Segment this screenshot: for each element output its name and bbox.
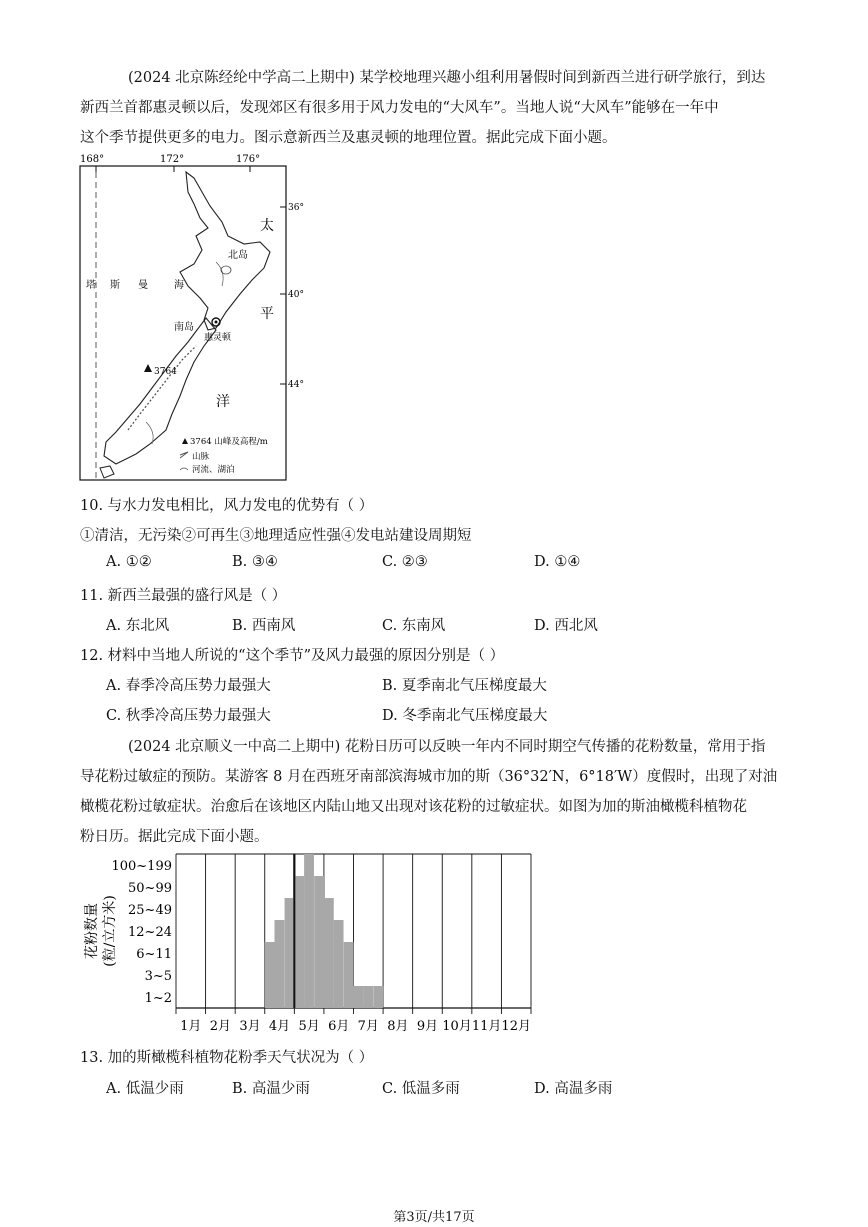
q13-stem: 13. 加的斯橄榄科植物花粉季天气状况为（ ） [80,1050,374,1066]
q11-stem: 11. 新西兰最强的盛行风是（ ） [80,588,287,604]
chart-bar [285,898,295,1008]
q11-option-d[interactable]: D. 西北风 [534,618,598,634]
q10-stem: 10. 与水力发电相比，风力发电的优势有（ ） [80,498,374,514]
q10-option-c[interactable]: C. ②③ [382,554,428,570]
chart-x-tick-label: 11月 [471,1019,502,1034]
q12-option-d[interactable]: D. 冬季南北气压梯度最大 [382,708,548,724]
ocean-char-1: 太 [260,218,274,234]
legend-river: 河流、湖泊 [192,465,235,475]
passage-2-line-3: 橄榄花粉过敏症状。治愈后在该地区内陆山地又出现对该花粉的过敏症状。如图为加的斯油橄榄科植物花 [80,799,747,815]
q10-option-a[interactable]: A. ①② [106,554,152,570]
chart-bar [344,942,354,1008]
lon-label-168: 168° [80,154,105,165]
chart-y-tick-label: 6~11 [136,947,172,962]
passage-1-line-2: 新西兰首都惠灵顿以后，发现郊区有很多用于风力发电的“大风车”。当地人说“大风车”能够在一年中 [80,100,719,116]
chart-x-tick-label: 9月 [416,1019,439,1034]
q10-option-b[interactable]: B. ③④ [232,554,278,570]
q11-option-c[interactable]: C. 东南风 [382,618,446,634]
chart-bar [265,942,275,1008]
q13-option-c[interactable]: C. 低温多雨 [382,1081,460,1097]
lat-label-36: 36° [288,203,304,213]
ocean-char-3: 洋 [216,394,230,410]
chart-x-tick-label: 8月 [387,1019,409,1034]
chart-x-tick-label: 2月 [209,1019,232,1034]
q13-option-d[interactable]: D. 高温多雨 [534,1081,613,1097]
passage-1-line-1: (2024 北京陈经纶中学高二上期中) 某学校地理兴趣小组利用暑假时间到新西兰进行研学旅行，到达 [128,70,766,86]
chart-x-tick-label: 12月 [501,1019,531,1034]
chart-bar [294,876,304,1008]
q12-stem: 12. 材料中当地人所说的“这个季节”及风力最强的原因分别是（ ） [80,648,505,664]
chart-bar [363,986,373,1008]
chart-bar [334,920,344,1008]
chart-bar [275,920,285,1008]
passage-2-line-4: 粉日历。据此完成下面小题。 [80,829,269,845]
q13-option-a[interactable]: A. 低温少雨 [106,1081,184,1097]
q10-items: ①清洁，无污染②可再生③地理适应性强④发电站建设周期短 [80,528,472,544]
sea-char-3: 曼 [138,280,148,291]
passage-1-line-3: 这个季节提供更多的电力。图示意新西兰及惠灵顿的地理位置。据此完成下面小题。 [80,130,617,146]
sea-char-2: 斯 [110,280,120,291]
sea-char-1: 塔 [86,280,96,291]
pollen-calendar-chart [76,848,546,1040]
chart-y-tick-label: 1~2 [144,991,172,1006]
lon-label-176: 176° [236,154,261,165]
legend-range: 山脉 [192,452,210,462]
south-island-label: 南岛 [174,322,194,333]
chart-x-tick-label: 3月 [239,1019,261,1034]
q12-option-b[interactable]: B. 夏季南北气压梯度最大 [382,678,547,694]
q12-option-c[interactable]: C. 秋季冷高压势力最强大 [106,708,271,724]
chart-bar [373,986,383,1008]
lon-label-172: 172° [160,154,185,165]
sea-char-4: 海 [174,280,184,291]
chart-y-tick-label: 50~99 [128,881,172,896]
chart-y-tick-label: 3~5 [144,969,172,984]
new-zealand-map [76,152,306,484]
legend-peak: 3764 山峰及高程/m [190,437,268,447]
chart-x-tick-label: 1月 [180,1019,202,1034]
lat-label-40: 40° [288,290,304,300]
chart-bar [324,898,334,1008]
chart-x-tick-label: 5月 [298,1019,320,1034]
chart-x-tick-label: 4月 [268,1019,291,1034]
chart-y-tick-label: 12~24 [128,925,172,940]
q10-option-d[interactable]: D. ①④ [534,554,581,570]
wellington-label: 惠灵顿 [204,333,232,343]
q12-option-a[interactable]: A. 春季冷高压势力最强大 [106,678,271,694]
chart-x-tick-label: 6月 [328,1019,350,1034]
ocean-char-2: 平 [260,306,274,322]
chart-ylabel: 花粉数量 (粒/立方米) [84,895,118,967]
peak-marker [144,364,152,372]
passage-2-line-1: (2024 北京顺义一中高二上期中) 花粉日历可以反映一年内不同时期空气传播的花粉数量，常用于指 [128,739,766,755]
lat-label-44: 44° [288,380,304,390]
q11-option-b[interactable]: B. 西南风 [232,618,296,634]
chart-x-tick-label: 7月 [357,1019,379,1034]
chart-y-tick-label: 100~199 [111,859,172,874]
page-footer: 第3页/共17页 [393,1210,475,1225]
chart-x-tick-label: 10月 [442,1019,472,1034]
chart-bar [354,986,364,1008]
peak-label: 3764 [154,367,177,377]
q11-option-a[interactable]: A. 东北风 [106,618,170,634]
chart-bar [304,854,314,1008]
north-island-label: 北岛 [228,250,248,261]
chart-y-tick-label: 25~49 [128,903,172,918]
mountain-range-line [128,346,196,430]
passage-2-line-2: 导花粉过敏症的预防。某游客 8 月在西班牙南部滨海城市加的斯（36°32′N，6°18′W）度假时，出现了对油 [80,769,778,785]
chart-bar [314,876,324,1008]
north-island-shape [180,172,270,330]
q13-option-b[interactable]: B. 高温少雨 [232,1081,310,1097]
